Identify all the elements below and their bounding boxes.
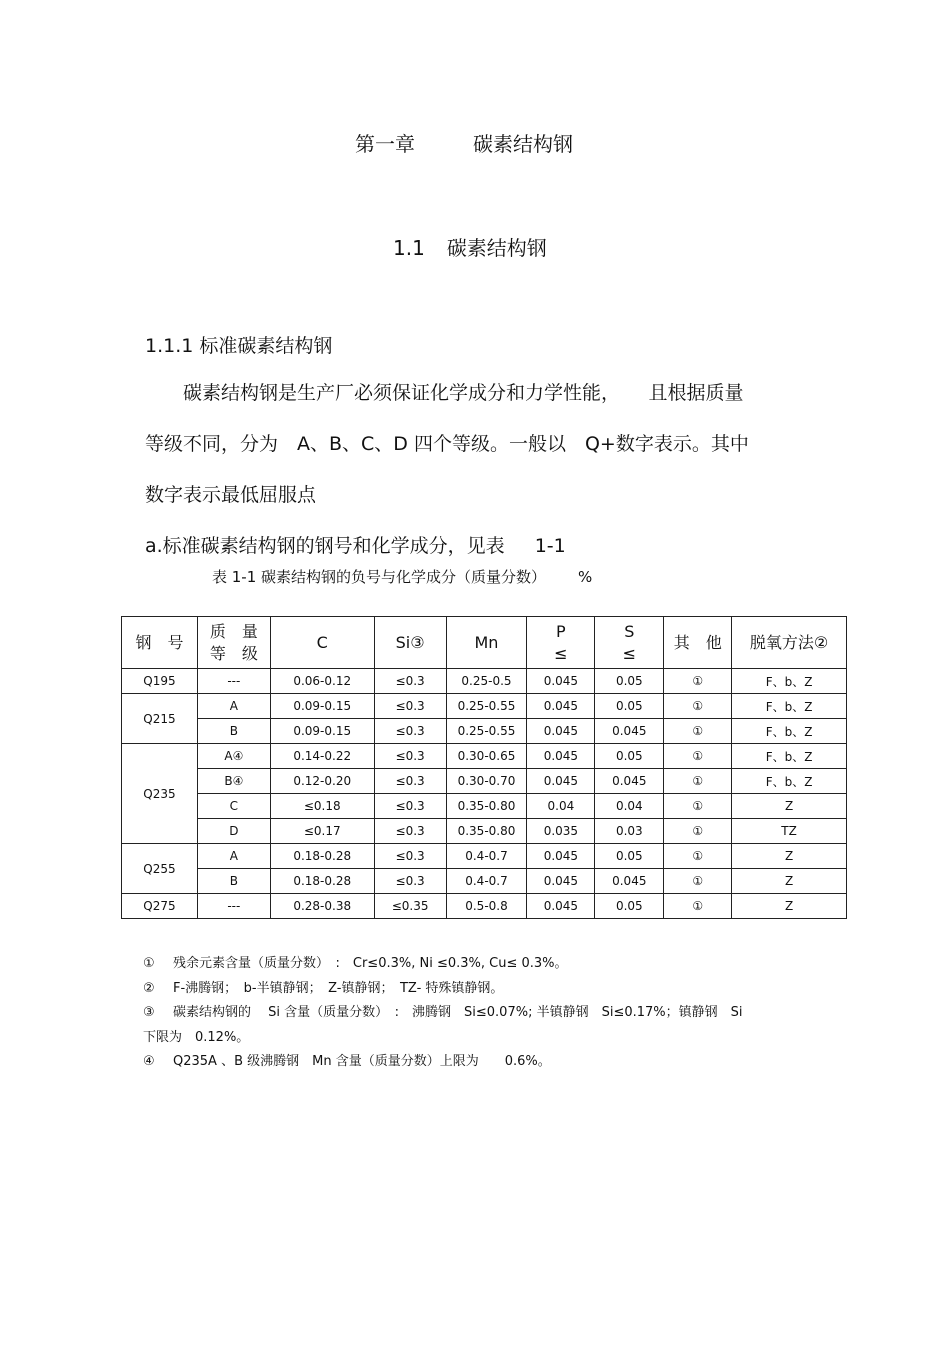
- cell-deoxidation: F、b、Z: [732, 769, 847, 794]
- cell-other: ①: [664, 669, 732, 694]
- footnote: [143, 1001, 833, 1026]
- cell-si: ≤0.3: [374, 844, 446, 869]
- footnote-continuation: 下限为 0.12%。: [143, 1029, 250, 1045]
- cell-mn: 0.25-0.5: [446, 669, 527, 694]
- footnote-marker: ④: [143, 1054, 155, 1069]
- cell-si: ≤0.3: [374, 694, 446, 719]
- table-intro: [145, 531, 566, 558]
- cell-grade: Q215: [122, 694, 198, 744]
- cell-other: ①: [664, 894, 732, 919]
- header-quality: 质 量 等 级: [197, 617, 270, 669]
- cell-mn: 0.25-0.55: [446, 719, 527, 744]
- cell-other: ①: [664, 694, 732, 719]
- table-row: [122, 719, 847, 744]
- cell-deoxidation: F、b、Z: [732, 744, 847, 769]
- table-caption-text: 表 1-1 碳素结构钢的负号与化学成分（质量分数）: [212, 568, 547, 586]
- footnote-marker: ②: [143, 980, 155, 996]
- cell-si: ≤0.3: [374, 819, 446, 844]
- section-heading: [393, 232, 547, 261]
- cell-deoxidation: F、b、Z: [732, 719, 847, 744]
- cell-deoxidation: Z: [732, 844, 847, 869]
- cell-c: 0.18-0.28: [270, 844, 374, 869]
- cell-si: ≤0.3: [374, 794, 446, 819]
- paragraph-line: 碳素结构钢是生产厂必须保证化学成分和力学性能， 且根据质量: [145, 382, 744, 404]
- cell-other: ①: [664, 869, 732, 894]
- cell-p: 0.045: [527, 694, 595, 719]
- cell-other: ①: [664, 744, 732, 769]
- footnote-text: F-沸腾钢； b-半镇静钢； Z-镇静钢； TZ- 特殊镇静钢。: [173, 980, 504, 996]
- table-row: [122, 694, 847, 719]
- cell-s: 0.05: [595, 694, 664, 719]
- paragraph-line: 数字表示最低屈服点: [145, 484, 317, 506]
- cell-deoxidation: Z: [732, 894, 847, 919]
- table-header-row: [122, 617, 847, 669]
- paragraph-line: 等级不同，分为 A、B、C、D 四个等级。一般以 Q+数字表示。其中: [145, 433, 749, 455]
- cell-c: 0.06-0.12: [270, 669, 374, 694]
- cell-c: 0.12-0.20: [270, 769, 374, 794]
- cell-c: 0.14-0.22: [270, 744, 374, 769]
- cell-p: 0.045: [527, 769, 595, 794]
- cell-quality: A: [197, 844, 270, 869]
- cell-c: 0.09-0.15: [270, 694, 374, 719]
- cell-si: ≤0.3: [374, 744, 446, 769]
- cell-quality: B: [197, 869, 270, 894]
- cell-p: 0.035: [527, 819, 595, 844]
- cell-s: 0.045: [595, 769, 664, 794]
- footnote: [143, 977, 833, 1002]
- cell-s: 0.045: [595, 719, 664, 744]
- cell-quality: A: [197, 694, 270, 719]
- table-intro-ref: 1-1: [534, 535, 566, 557]
- table-caption-unit: %: [578, 568, 593, 586]
- footnote: [143, 952, 833, 977]
- cell-quality: C: [197, 794, 270, 819]
- cell-s: 0.045: [595, 869, 664, 894]
- table-row: [122, 819, 847, 844]
- cell-p: 0.045: [527, 669, 595, 694]
- cell-c: 0.09-0.15: [270, 719, 374, 744]
- cell-other: ①: [664, 769, 732, 794]
- header-si: Si③: [374, 617, 446, 669]
- table-footnotes: [143, 952, 833, 1075]
- cell-other: ①: [664, 844, 732, 869]
- cell-quality: D: [197, 819, 270, 844]
- cell-deoxidation: F、b、Z: [732, 694, 847, 719]
- cell-deoxidation: F、b、Z: [732, 669, 847, 694]
- cell-si: ≤0.35: [374, 894, 446, 919]
- cell-c: ≤0.18: [270, 794, 374, 819]
- cell-mn: 0.30-0.65: [446, 744, 527, 769]
- footnote: [143, 1050, 833, 1075]
- cell-other: ①: [664, 719, 732, 744]
- cell-quality: B: [197, 719, 270, 744]
- cell-si: ≤0.3: [374, 669, 446, 694]
- cell-p: 0.04: [527, 794, 595, 819]
- table-row: [122, 869, 847, 894]
- header-other: 其 他: [664, 617, 732, 669]
- cell-mn: 0.35-0.80: [446, 794, 527, 819]
- footnote-text: 残余元素含量（质量分数） : Cr≤0.3%, Ni ≤0.3%, Cu≤ 0.3%。: [173, 956, 568, 971]
- cell-mn: 0.4-0.7: [446, 844, 527, 869]
- cell-quality: ---: [197, 669, 270, 694]
- header-deoxidation: 脱氧方法②: [732, 617, 847, 669]
- cell-deoxidation: TZ: [732, 819, 847, 844]
- section-number: 1.1: [393, 236, 425, 260]
- footnote-text: Q235A 、B 级沸腾钢 Mn 含量（质量分数）上限为 0.6%。: [173, 1054, 551, 1069]
- cell-c: 0.28-0.38: [270, 894, 374, 919]
- cell-p: 0.045: [527, 869, 595, 894]
- cell-other: ①: [664, 794, 732, 819]
- table-caption: [212, 566, 592, 587]
- cell-si: ≤0.3: [374, 769, 446, 794]
- chapter-title: 碳素结构钢: [473, 132, 573, 156]
- cell-p: 0.045: [527, 844, 595, 869]
- cell-s: 0.05: [595, 669, 664, 694]
- cell-deoxidation: Z: [732, 869, 847, 894]
- cell-mn: 0.4-0.7: [446, 869, 527, 894]
- cell-deoxidation: Z: [732, 794, 847, 819]
- cell-mn: 0.30-0.70: [446, 769, 527, 794]
- body-paragraph: [145, 368, 815, 521]
- subsection-heading: 1.1.1 标准碳素结构钢: [145, 335, 333, 357]
- composition-table: [121, 616, 847, 919]
- chapter-label: 第一章: [355, 132, 415, 156]
- cell-s: 0.04: [595, 794, 664, 819]
- cell-p: 0.045: [527, 744, 595, 769]
- cell-c: ≤0.17: [270, 819, 374, 844]
- cell-si: ≤0.3: [374, 719, 446, 744]
- header-s: S ≤: [595, 617, 664, 669]
- table-row: [122, 669, 847, 694]
- cell-s: 0.03: [595, 819, 664, 844]
- cell-s: 0.05: [595, 844, 664, 869]
- footnote-marker: ①: [143, 956, 155, 971]
- section-title: 碳素结构钢: [446, 236, 547, 260]
- cell-quality: ---: [197, 894, 270, 919]
- header-grade: 钢 号: [122, 617, 198, 669]
- chapter-heading: [355, 128, 573, 157]
- cell-grade: Q275: [122, 894, 198, 919]
- footnote-marker: ③: [143, 1005, 155, 1020]
- cell-other: ①: [664, 819, 732, 844]
- cell-c: 0.18-0.28: [270, 869, 374, 894]
- table-row: [122, 744, 847, 769]
- cell-p: 0.045: [527, 719, 595, 744]
- cell-si: ≤0.3: [374, 869, 446, 894]
- header-p: P ≤: [527, 617, 595, 669]
- cell-grade: Q255: [122, 844, 198, 894]
- table-row: [122, 844, 847, 869]
- cell-mn: 0.25-0.55: [446, 694, 527, 719]
- cell-quality: A④: [197, 744, 270, 769]
- cell-grade: Q235: [122, 744, 198, 844]
- cell-p: 0.045: [527, 894, 595, 919]
- table-row: [122, 894, 847, 919]
- cell-quality: B④: [197, 769, 270, 794]
- table-intro-text: a.标准碳素结构钢的钢号和化学成分，见表: [145, 535, 505, 557]
- footnote-text: 碳素结构钢的 Si 含量（质量分数） : 沸腾钢 Si≤0.07%; 半镇静钢 Si≤0.17%；镇静钢 Si: [173, 1005, 743, 1020]
- cell-mn: 0.5-0.8: [446, 894, 527, 919]
- header-mn: Mn: [446, 617, 527, 669]
- cell-s: 0.05: [595, 744, 664, 769]
- cell-mn: 0.35-0.80: [446, 819, 527, 844]
- cell-grade: Q195: [122, 669, 198, 694]
- table-row: [122, 794, 847, 819]
- header-c: C: [270, 617, 374, 669]
- table-row: [122, 769, 847, 794]
- cell-s: 0.05: [595, 894, 664, 919]
